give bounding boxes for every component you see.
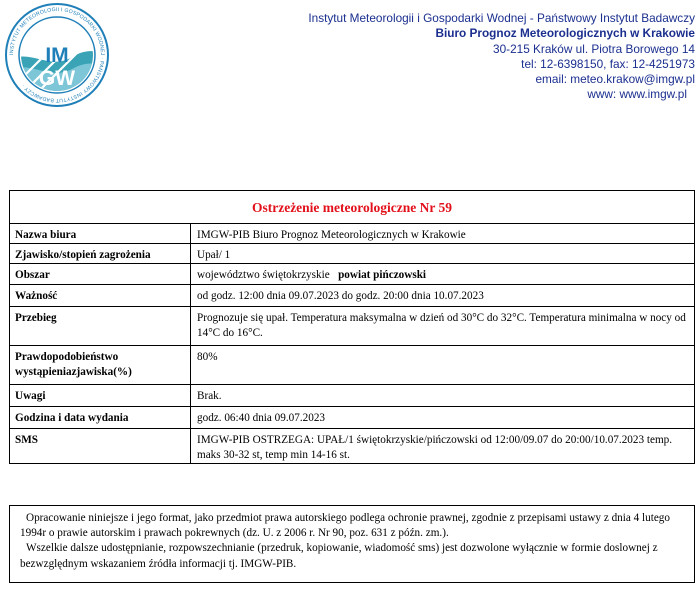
row-value: od godz. 12:00 dnia 09.07.2023 do godz. 20:00 dnia 10.07.2023 [191,285,695,307]
row-value [191,264,695,285]
row-value: 80% [191,346,695,385]
row-label: Prawdopodobieństwo wystąpieniazjawiska(%) [10,346,191,385]
office-website[interactable]: www: www.imgw.pl [587,87,687,102]
area-region: województwo świętokrzyskie [197,269,330,281]
warning-table [9,190,695,464]
copyright-paragraph: Opracowanie niniejsze i jego format, jako przedmiot prawa autorskiego podlega ochronie prawnej, zgodnie z przepisami ustawy z dnia 4 lutego 1994r o prawie autorskim i prawach pokrewnych (dz. U. z 2006 r. Nr 90, poz. 631 z późn. zm.). [20,512,670,540]
imgw-logo [4,2,110,108]
row-label: Godzina i data wydania [10,407,191,429]
row-value: IMGW-PIB OSTRZEGA: UPAŁ/1 świętokrzyskie/pińczowski od 12:00/09.07 do 20:00/10.07.2023 temp. maks 30-32 st, temp min 14-16 st. [191,429,695,464]
row-value: godz. 06:40 dnia 09.07.2023 [191,407,695,429]
table-row [10,285,695,307]
row-label: Zjawisko/stopień zagrożenia [10,244,191,264]
row-value: Prognozuje się upał. Temperatura maksymalna w dzień od 30°C do 32°C. Temperatura minimalna w nocy od 14°C do 16°C. [191,307,695,346]
institution-header [225,11,695,103]
warning-title: Ostrzeżenie meteorologiczne Nr 59 [251,200,453,215]
office-email: email: meteo.krakow@imgw.pl [535,72,695,87]
table-row [10,244,695,264]
area-district: powiat pińczowski [338,269,427,281]
logo-ring-text: INSTYTUT METEOROLOGII I GOSPODARKI WODNEJ · PAŃSTWOWY INSTYTUT BADAWCZY · [8,6,106,104]
warning-title-cell [10,191,695,224]
table-row [10,224,695,244]
institution-name: Instytut Meteorologii i Gospodarki Wodnej - Państwowy Instytut Badawczy [308,11,695,25]
office-phone: tel: 12-6398150, fax: 12-4251973 [521,56,695,71]
logo-text-top: IM [45,44,69,67]
office-name: Biuro Prognoz Meteorologicznych w Krakowie [435,26,695,41]
row-label: Obszar [10,264,191,285]
row-label: Nazwa biura [10,224,191,244]
row-label: Uwagi [10,385,191,407]
table-row [10,307,695,346]
row-value: Upał/ 1 [191,244,695,264]
row-value: Brak. [191,385,695,407]
table-row [10,264,695,285]
table-row [10,407,695,429]
row-label: Przebieg [10,307,191,346]
row-value: IMGW-PIB Biuro Prognoz Meteorologicznych w Krakowie [191,224,695,244]
table-row [10,346,695,385]
table-row [10,385,695,407]
office-address: 30-215 Kraków ul. Piotra Borowego 14 [493,41,695,56]
copyright-notice [9,505,695,583]
logo-text-bottom: GW [38,67,76,90]
table-row [10,429,695,464]
row-label: SMS [10,429,191,464]
redistribution-paragraph: Wszelkie dalsze udostępnianie, rozpowszechnianie (przedruk, kopiowanie, wiadomość sms) jest dozwolone wyłącznie w formie doslownej z bezwzględnym wskazaniem źródła informacji tj. IMGW-PIB. [20,542,658,570]
row-label: Ważność [10,285,191,307]
